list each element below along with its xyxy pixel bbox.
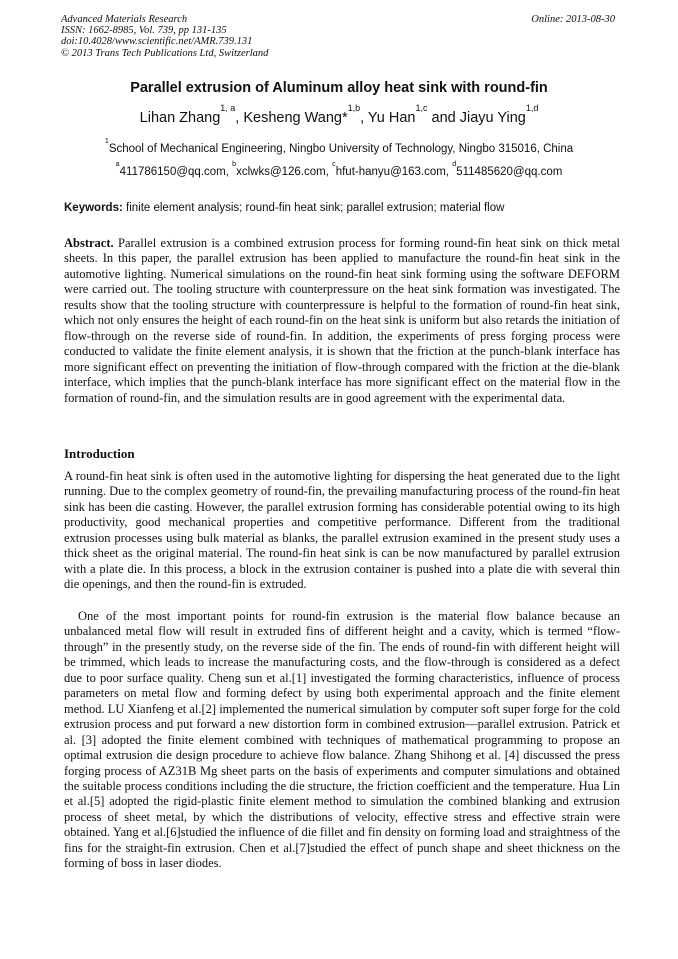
issn-line: ISSN: 1662-8985, Vol. 739, pp 131-135 [61,25,227,37]
affiliation: $^1$School of Mechanical Engineering, Ningbo University of Technology, Ningbo 315016, China [104,137,574,155]
email-c[interactable]: $^c$hfut-hanyu@163.com [332,160,446,178]
journal-name: Advanced Materials Research [61,14,188,25]
intro-paragraph-1: A round-fin heat sink is often used in the automotive lighting for dispersing the heat generated due to the light running. Due to the complex geometry of round-fin, the prevailing manufacturing process of the round-fin heat sink has been die casting. However, the parallel extrusion forming has considerable potential owing to its high productivity, good mechanical properties and competitive performance. Different from the traditional extrusion processes using bulk material as blanks, the parallel extrusion examined in the present study uses a thick sheet as the original material. The round-fin heat sink is can be now manufactured by parallel extrusion with a plate die. In this process, a block in the extrusion container is pushed into a plate die with several thin die openings, and then the round-fin is extruded. [64,469,620,592]
journal-header [61,14,621,59]
copyright-line: © 2013 Trans Tech Publications Ltd, Switzerland [61,47,269,59]
abstract-label: Abstract. [64,236,114,250]
abstract [64,236,620,406]
online-date: Online: 2013-08-30 [531,14,615,25]
keywords-text: finite element analysis; round-fin heat sink; parallel extrusion; material flow [126,202,505,214]
author-emails: $^a$411786150@qq.com, $^b$xclwks@126.com, $^c$hfut-hanyu@163.com, $^d$511485620@qq.com [115,160,563,178]
abstract-text: Parallel extrusion is a combined extrusion process for forming round-fin heat sink on thick metal sheets. In this paper, the parallel extrusion has been applied to manufacture the round-fin heat sink in the automotive lighting. Numerical simulations on the round-fin heat sink forming using the software DEFORM were carried out. The tooling structure with counterpressure on the heat sink formation was investigated. The results show that the tooling structure with counterpressure is helpful to the formation of round-fin heat sink, which not only ensures the height of each round-fin on the heat sink is uniform but also retards the initiation of flow-through on the reverse side of round-fin. In addition, the experiments of press forging process were conducted to validate the finite element analysis, it is shown that the friction at the punch-blank interface has more significant effect on preventing the initiation of flow-through compared with the friction at the die-blank interface, which implies that the punch-blank interface has more significant effect on the material flow in the formation of round-fin, and the simulation results are in good agreement with the experimental data. [64,236,621,405]
section-heading-introduction: Introduction [64,446,135,461]
keywords [64,202,620,214]
author-1: Lihan Zhang$^{1, a}$, [139,102,244,126]
intro-paragraph-2: One of the most important points for round-fin extrusion is the material flow balance because an unbalanced metal flow will result in extruded fins of different height and a cavity, which is termed “flow-through” in the presently study, on the reverse side of the fin. The ends of round-fin with different height will be trimmed, which leads to increase the manufacturing costs, and the flow-through is considered as a defect due to poor surface quality. Cheng sun et al.[1] investigated the forming characteristics, influence of process parameters on metal flow and forming defect by using both experimental approach and the finite element method. LU Xianfeng et al.[2] implemented the numerical simulation by computer soft super forge for the cold extrusion process and put forward a new distortion form in combined extrusion—parallel extrusion. Patrick et al. [3] adopted the finite element combined with techniques of mathematical programming to propose an optimal extrusion die design procedure to achieve flow balance. Zhang Shihong et al. [4] discussed the press forging process of AZ31B Mg sheet parts on the basis of experiments and computer simulations and obtained the suitable process conditions including the die structure, the friction coefficient and the temperature. Hua Lin et al.[5] adopted the rigid-plastic finite element method to simulation the combined blanking and extrusion process of sheet metal, by which the distributions of velocity, effective stress and effective strain were obtained. Yang et al.[6]studied the influence of die fillet and fin density on forming load and straightness of the fins for the straight-fin extrusion. Chen et al.[7]studied the effect of punch shape and sheet thickness on the forming of boss in laser diodes. [64,609,620,871]
keywords-label: Keywords: [64,202,123,214]
doi-line[interactable]: doi:10.4028/www.scientific.net/AMR.739.131 [61,36,253,48]
email-b[interactable]: $^b$xclwks@126.com [232,160,326,178]
author-2: Kesheng Wang*$^{1,b}$, [243,102,368,126]
author-list [40,102,638,126]
paper-title: Parallel extrusion of Aluminum alloy heat sink with round-fin [130,80,548,96]
email-a[interactable]: $^a$411786150@qq.com [115,160,226,178]
author-3: Yu Han$^{1,c}$ and [367,102,460,126]
author-4: Jiayu Ying$^{1,d}$ [459,102,539,126]
email-d[interactable]: $^d$511485620@qq.com [452,160,563,178]
